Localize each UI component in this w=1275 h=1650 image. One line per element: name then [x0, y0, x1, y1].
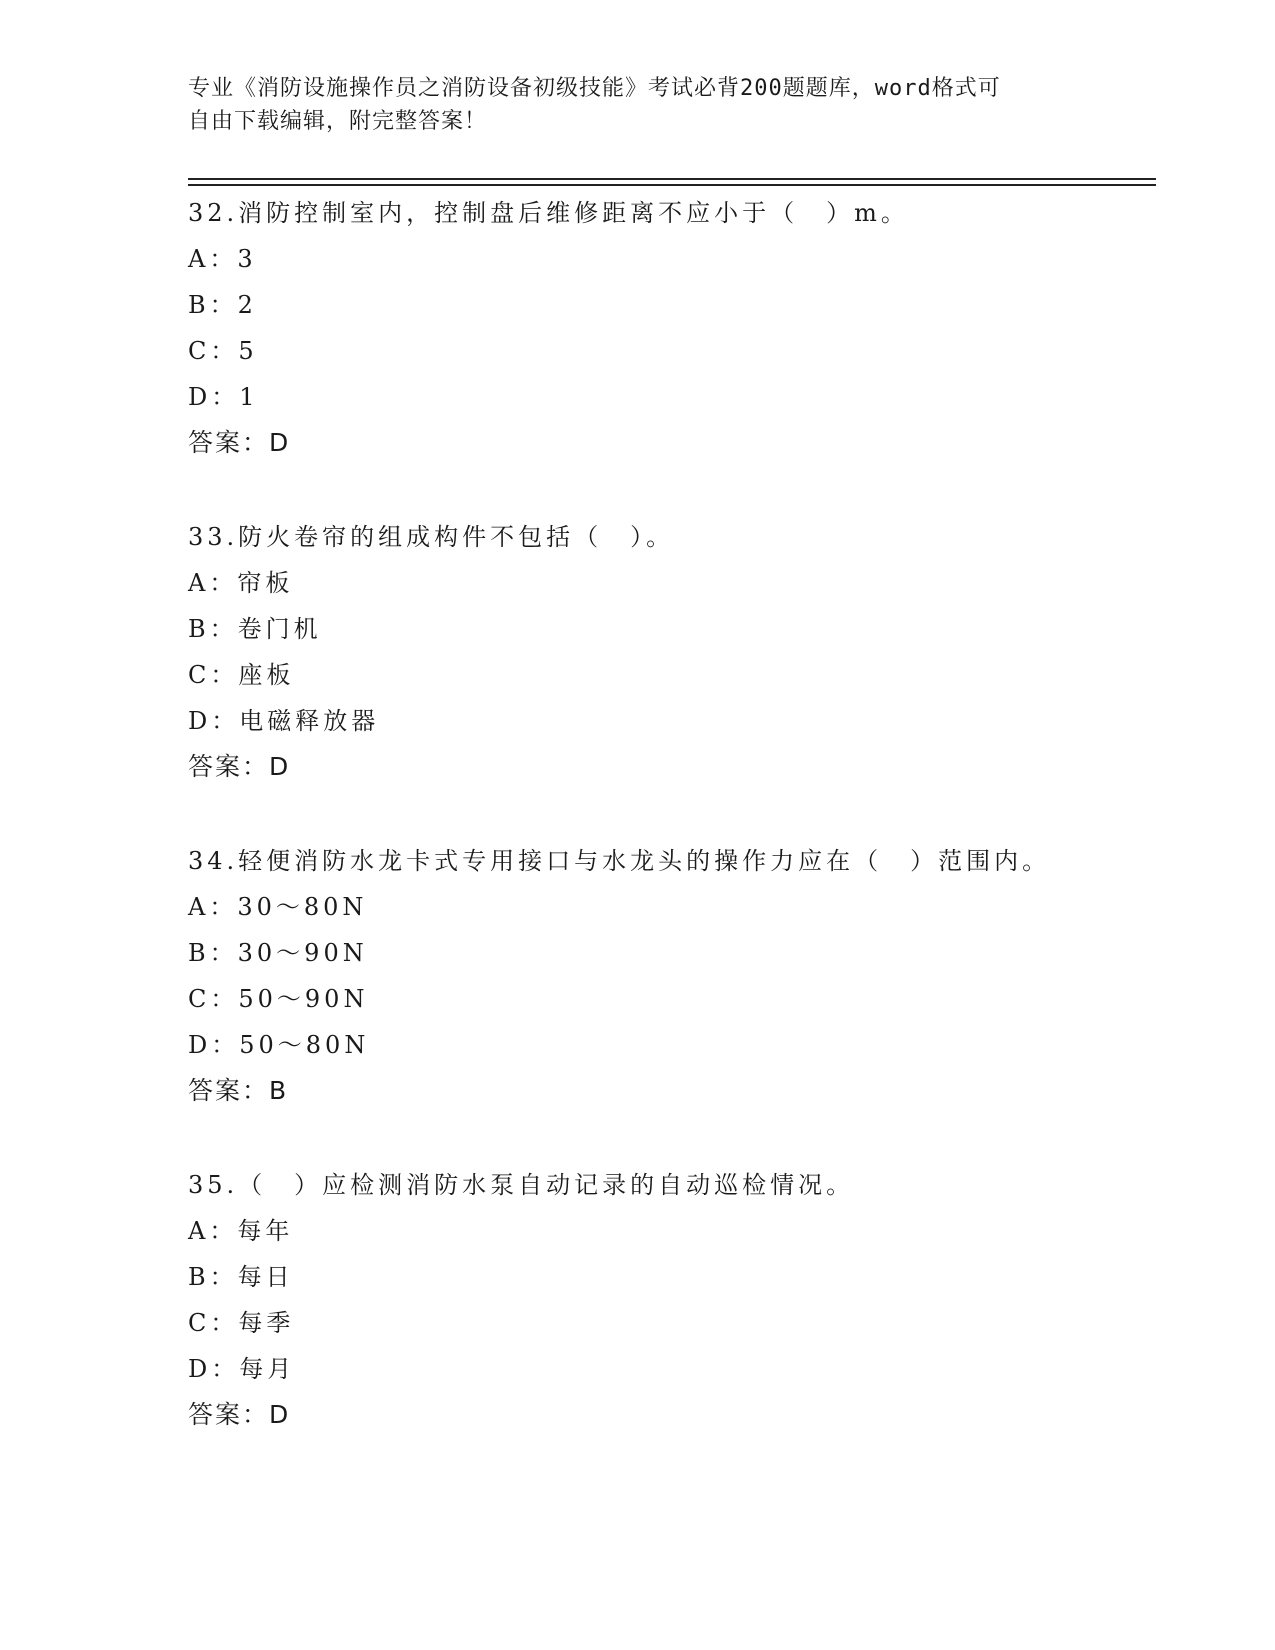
option-c: C：每季 [188, 1309, 295, 1337]
question-33 [188, 514, 1156, 790]
option-d: D：50～80N [188, 1031, 370, 1059]
option-c: C：座板 [188, 661, 295, 689]
option-c: C：5 [188, 337, 258, 365]
option-a: A：每年 [188, 1217, 294, 1245]
question-text: 35.（ ）应检测消防水泵自动记录的自动巡检情况。 [188, 1171, 855, 1199]
option-d: D：1 [188, 383, 259, 411]
option-b: B：2 [188, 291, 257, 319]
question-text: 34.轻便消防水龙卡式专用接口与水龙头的操作力应在（ ）范围内。 [188, 847, 1051, 875]
answer: 答案：D [188, 428, 291, 457]
option-a: A：帘板 [188, 569, 294, 597]
answer: 答案：D [188, 1400, 291, 1429]
header-line-1: 专业《消防设施操作员之消防设备初级技能》考试必背200题题库，word格式可 [188, 76, 1001, 101]
option-a: A：30～80N [188, 893, 368, 921]
question-list [188, 190, 1156, 1486]
header-line-2: 自由下载编辑，附完整答案！ [188, 109, 488, 134]
option-b: B：每日 [188, 1263, 294, 1291]
option-d: D：电磁释放器 [188, 707, 380, 735]
question-text: 33.防火卷帘的组成构件不包括（ ）。 [188, 523, 675, 551]
question-35 [188, 1162, 1156, 1438]
answer: 答案：B [188, 1076, 289, 1105]
option-c: C：50～90N [188, 985, 369, 1013]
header-divider-bottom [188, 184, 1156, 186]
document-header [188, 72, 1088, 138]
answer: 答案：D [188, 752, 291, 781]
option-a: A：3 [188, 245, 257, 273]
option-b: B：30～90N [188, 939, 368, 967]
header-divider-top [188, 178, 1156, 180]
question-34 [188, 838, 1156, 1114]
question-32 [188, 190, 1156, 466]
option-d: D：每月 [188, 1355, 296, 1383]
option-b: B：卷门机 [188, 615, 322, 643]
question-text: 32.消防控制室内，控制盘后维修距离不应小于（ ）m。 [188, 199, 909, 227]
